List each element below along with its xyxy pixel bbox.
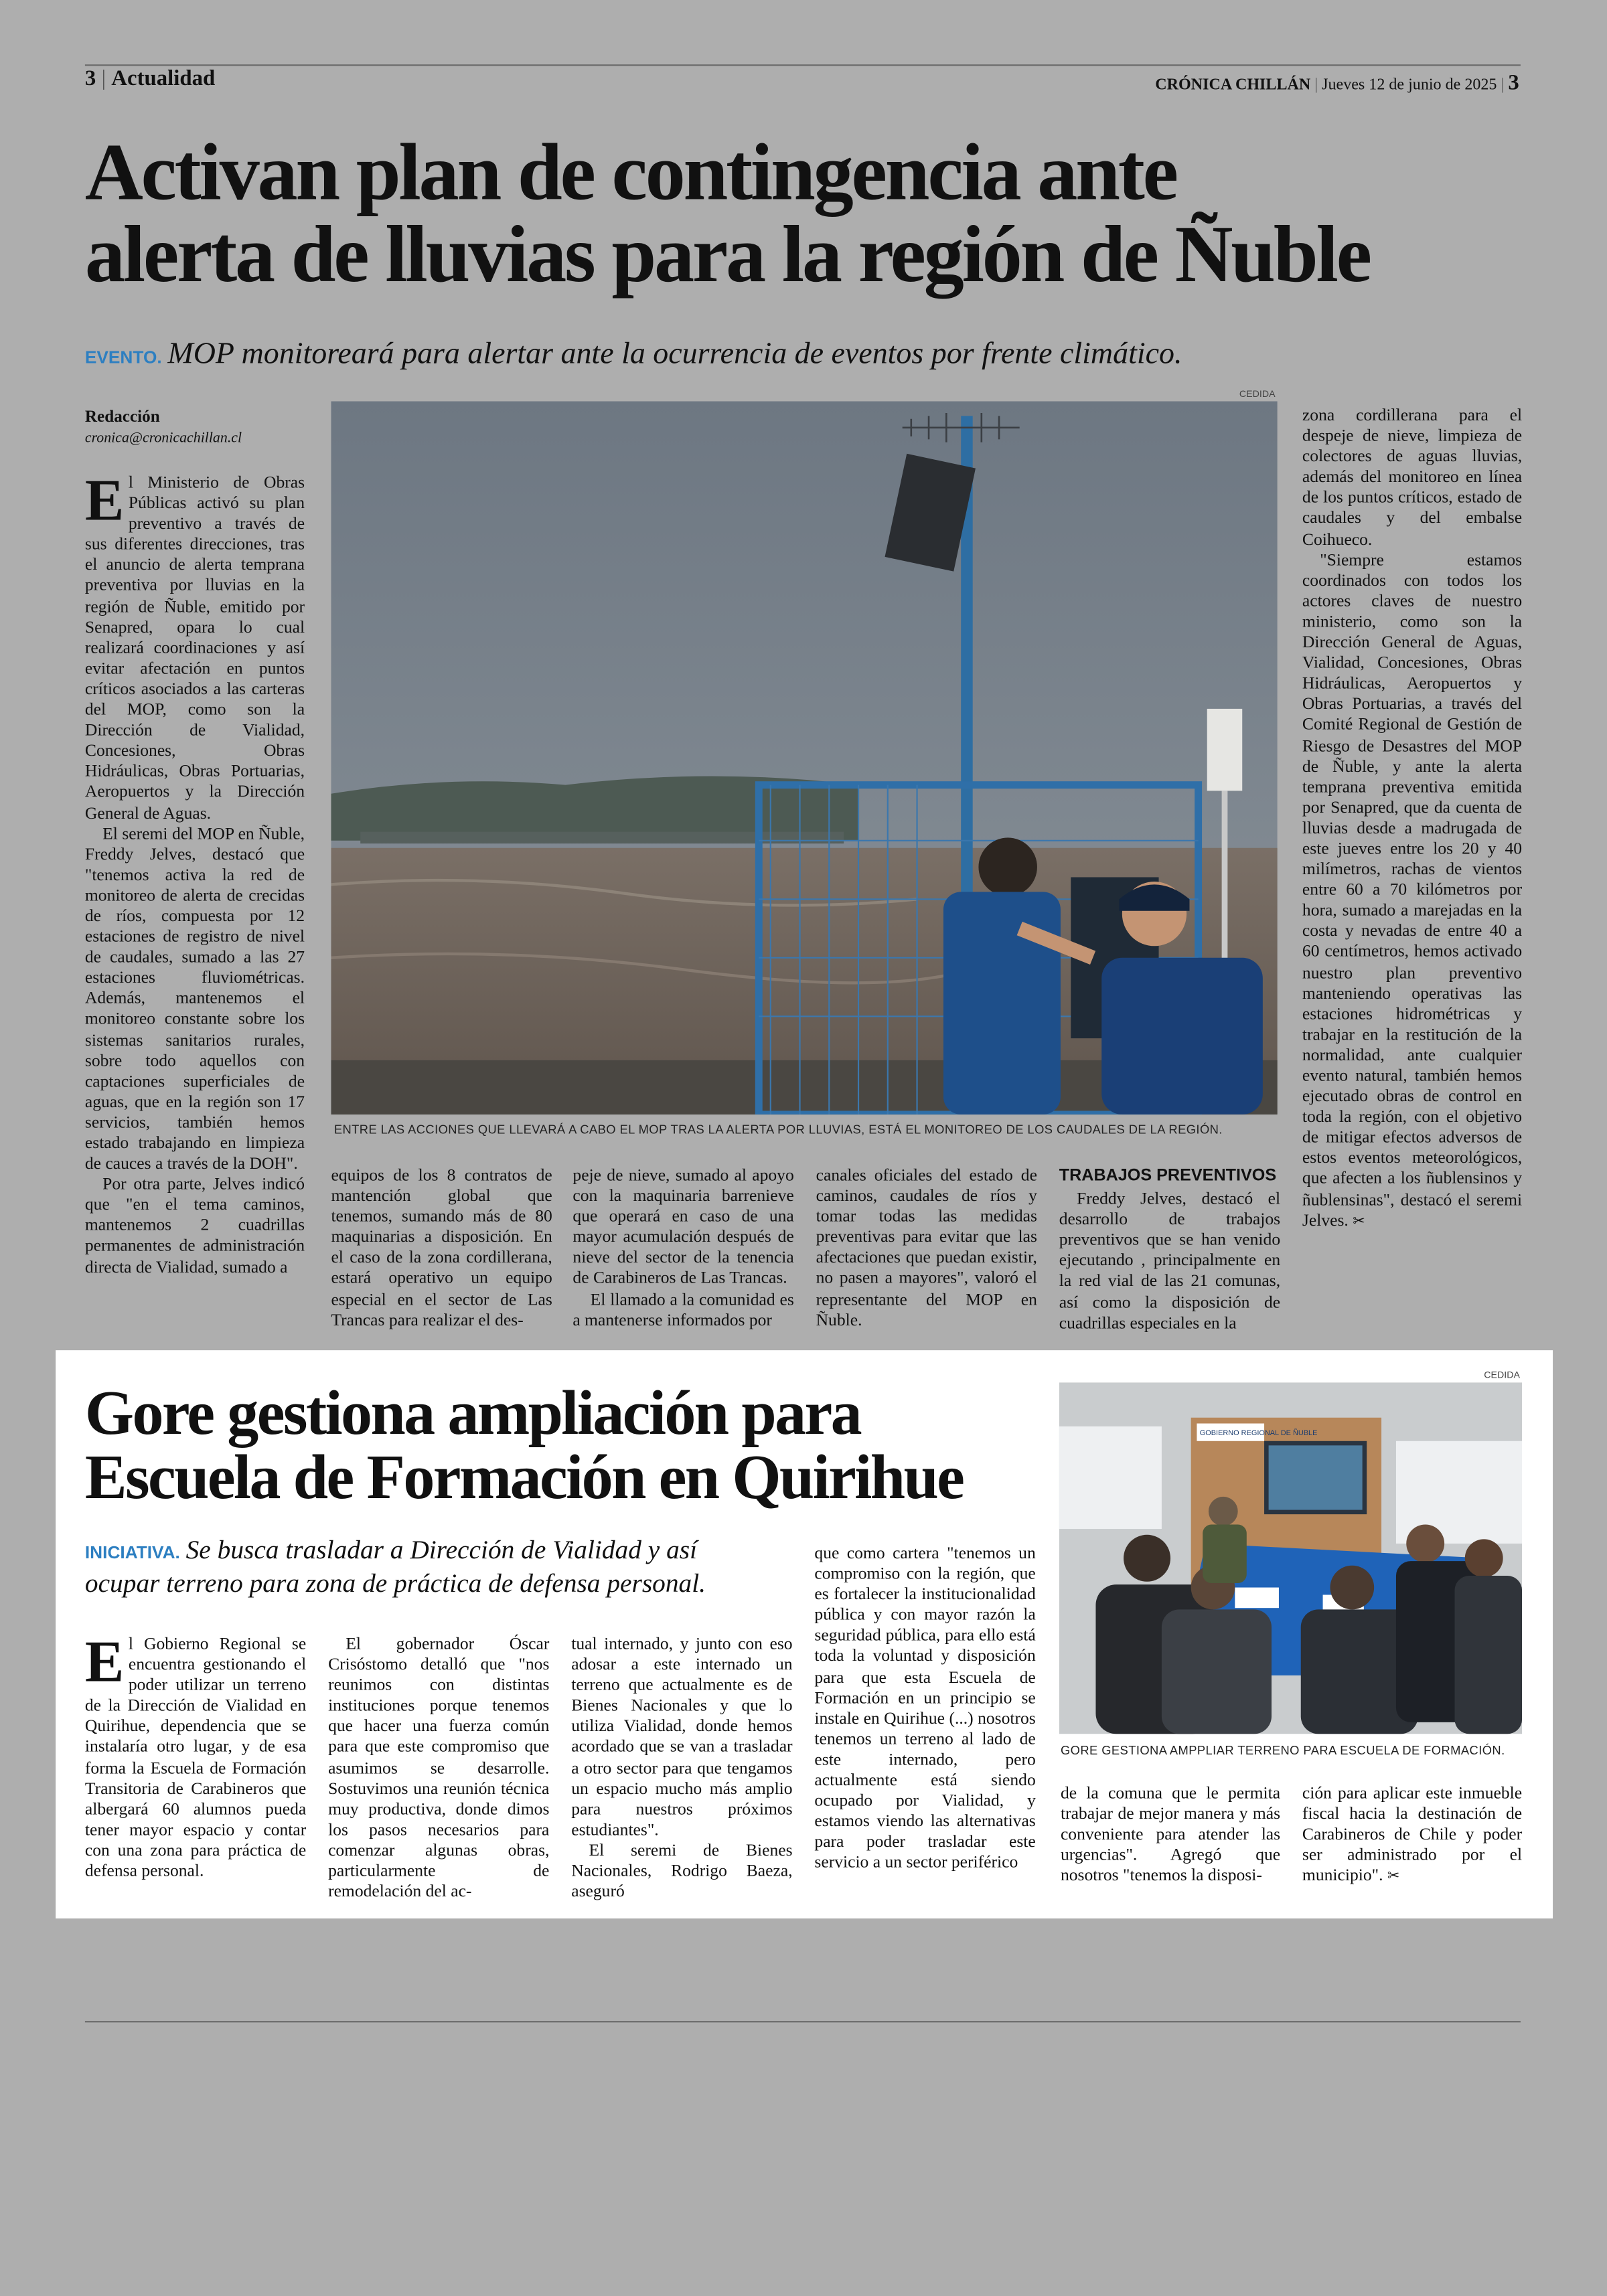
main-col-3: [572, 1165, 793, 1331]
second-end-mark: ✂: [1387, 1869, 1400, 1886]
main-col1-p1: l Ministerio de Obras Públicas activó su plan preventivo a través de sus diferentes direcciones, tras el anuncio de alerta temprana preventiva por lluvias en la región de Ñuble, emitido por Senapred, opara lo cual realizará coordinaciones y así evitar afectación en puntos críticos asociados a las carteras del MOP, como son la Dirección de Vialidad, Concesiones, Obras Hidráulicas, Obras Portuarias, Aeropuertos y la Dirección General de Aguas.: [84, 473, 305, 823]
main-photo-caption: ENTRE LAS ACCIONES QUE LLEVARÁ A CABO EL MOP TRAS LA ALERTA POR LLUVIAS, ESTÁ EL MONITOREO DE LOS CAUDALES DE LA REGIÓN.: [333, 1121, 1223, 1137]
main-col4-text: canales oficiales del estado de caminos, caudales de ríos y tomar todas las medidas preventivas para evitar que las afectaciones que puedan existir, no pasen a mayores", valoró el representante del MOP en Ñuble.: [816, 1165, 1037, 1329]
top-rule: [85, 64, 1521, 66]
second-col6-text: ción para aplicar este inmueble fiscal hacia la destinación de Carabineros de Chile y poder ser administrado por el municipio".: [1302, 1783, 1523, 1886]
second-col-3: [571, 1635, 792, 1903]
main-col3-p2: El llamado a la comunidad es a mantenerse informados por: [572, 1289, 794, 1329]
second-deck-line1: Se busca trasladar a Dirección de Vialidad y así: [185, 1534, 698, 1564]
main-end-mark: ✂: [1353, 1213, 1365, 1230]
second-col2-text: El gobernador Óscar Crisóstomo detalló que "nos reunimos con distintas instituciones porque tenemos que hacer una fuerza común para que este compromiso que asumimos se desarrolle. Sostuvimos una reunión técnica muy productiva, donde dimos los pasos necesarios para comenzar algunas obras, particularmente de remodelación del ac-: [328, 1634, 550, 1902]
main-col3-p1: peje de nieve, sumado al apoyo con la maquinaria barrenieve que operará en caso de una mayor acumulación después de nieve del sector de la tenencia de Carabineros de Las Trancas.: [572, 1165, 794, 1289]
main-col6-p1: zona cordillerana para el despeje de nieve, limpieza de colectores de aguas lluvias, además del monitoreo en línea de los puntos críticos, estado de caudales y del embalse Coihueco.: [1302, 406, 1523, 549]
main-col-2: [331, 1165, 552, 1331]
main-deck-text: MOP monitoreará para alertar ante la ocurrencia de eventos por frente climático.: [167, 335, 1182, 371]
issue-date: Jueves 12 de junio de 2025: [1322, 76, 1497, 94]
main-photo-credit: CEDIDA: [1239, 389, 1276, 400]
second-kicker: INICIATIVA.: [84, 1542, 180, 1563]
main-headline: [84, 127, 1370, 299]
second-col1-text: l Gobierno Regional se encuentra gestionando el poder utilizar un terreno de la Dirección de Vialidad en Quirihue, dependencia que se instalaría otro lugar, y de esa forma la Escuela de Formación Transitoria de Carabineros que albergará 60 alumnos pueda tener mayor espacio y contar con una zona para práctica de defensa personal.: [84, 1634, 307, 1881]
main-col2-text: equipos de los 8 contratos de mantención global que tenemos, sumando más de 80 maquinarias a disposición. En el caso de la zona cordillerana, estará operativo un equipo especial en el sector de Las Trancas para realizar el des-: [331, 1165, 552, 1329]
main-headline-line2: alerta de lluvias para la región de Ñuble: [84, 210, 1370, 299]
main-subhead: TRABAJOS PREVENTIVOS: [1059, 1167, 1277, 1185]
banner-text: GOBIERNO REGIONAL DE ÑUBLE: [1199, 1429, 1318, 1438]
second-drop-cap: E: [84, 1628, 125, 1695]
main-col1-p3: Por otra parte, Jelves indicó que "en el tema caminos, mantenemos 2 cuadrillas permanentes de administración directa de Vialidad, sumado a: [84, 1175, 305, 1277]
byline-email[interactable]: cronica@cronicachillan.cl: [84, 430, 242, 447]
second-col-6: [1302, 1784, 1522, 1888]
main-col1-p2: El seremi del MOP en Ñuble, Freddy Jelves, destacó que "tenemos activa la red de monitoreo de alerta de crecidas de ríos, compuesta por 12 estaciones de registro de nivel de caudales, sumado a las 27 estaciones fluviométricas. Además, mantenemos el monitoreo constante sobre los sistemas sanitarios rurales, sobre todo aquellos con captaciones superficiales de aguas, que en la región son 17 servicios, también hemos estado trabajando en limpieza de cauces a través de la DOH".: [84, 823, 305, 1173]
second-col-2: [328, 1635, 549, 1903]
byline: Redacción: [84, 408, 160, 426]
main-col5-text: Freddy Jelves, destacó el desarrollo de trabajos preventivos que se han venido ejecutando , principalmente en la red vial de las 21 comunas, así como la disposición de cuadrillas especiales en la: [1059, 1189, 1281, 1333]
second-headline: [84, 1379, 964, 1513]
second-col5-text: de la comuna que le permita trabajar de mejor manera y más conveniente para atender las urgencias". Agregó que nosotros "tenemos la disposi-: [1060, 1783, 1281, 1886]
second-headline-line1: Gore gestiona ampliación para: [84, 1379, 861, 1449]
main-col-5: [1059, 1165, 1280, 1333]
second-photo: [1059, 1382, 1522, 1734]
section-header: 3 | Actualidad: [84, 67, 216, 91]
publication-name: CRÓNICA CHILLÁN: [1155, 76, 1311, 94]
main-deck: [85, 335, 1535, 372]
second-col-1: [84, 1628, 307, 1882]
second-col3-p1: tual internado, y junto con eso adosar a este internado un terreno que actualmente es de Bienes Nacionales y que lo utiliza Vialidad, donde hemos acordado que se van a trasladar a otro sector para que tengamos un espacio mucho más amplio para nuestros próximos estudiantes".: [571, 1634, 793, 1839]
main-col-6: [1302, 406, 1522, 1233]
publication-header: CRÓNICA CHILLÁN | Jueves 12 de junio de 2025 | 3: [1155, 72, 1519, 96]
second-deck: [85, 1535, 818, 1599]
main-col6-p2: "Siempre estamos coordinados con todos los actores claves de nuestro ministerio, como son la Dirección General de Aguas, Vialidad, Concesiones, Obras Hidráulicas, Aeropuertos y Obras Portuarias, a través del Comité Regional de Gestión de Riesgo de Desastres del MOP de Ñuble, y ante la alerta temprana preventiva emitida por Senapred, que da cuenta de lluvias desde a madrugada de este jueves entre los 20 y 40 milímetros, rachas de vientos entre 60 a 70 kilómetros por hora, sumado a marejadas en la costa y nevadas de entre 40 a 60 centímetros, hemos activado nuestro plan preventivo manteniendo operativas las estaciones hidrométricas y trabajar en la restitución de la normalidad, ante cualquier evento natural, también hemos ejecutado obras de control en toda la región, con el objetivo de mitigar efectos adversos de estos eventos meteorológicos, que afecten a los ñublensinos y ñublensinas", destacó el seremi Jelves.: [1302, 550, 1523, 1230]
second-col4-text: que como cartera "tenemos un compromiso con la región, que es fortalecer la institucionalidad pública y con mayor razón la seguridad pública, para ello está toda la voluntad y disposición para que esta Escuela de Formación en un principio se instale en Quirihue (...) nosotros tenemos un terreno al lado de este internado, pero actualmente está siendo ocupado por Vialidad, y estamos viendo las alternativas para poder trasladar este servicio a un sector periférico: [814, 1543, 1036, 1872]
bottom-rule: [85, 2021, 1521, 2022]
second-deck-line2: ocupar terreno para zona de práctica de defensa personal.: [84, 1568, 706, 1598]
main-photo: [331, 401, 1277, 1114]
page-number-right: 3: [1508, 72, 1519, 96]
page-number: 3: [84, 67, 96, 91]
second-col-5: [1061, 1784, 1280, 1887]
second-headline-line2: Escuela de Formación en Quirihue: [84, 1443, 964, 1513]
main-headline-line1: Activan plan de contingencia ante: [84, 127, 1176, 217]
main-kicker: EVENTO.: [84, 347, 162, 368]
main-col-1: [84, 467, 305, 1279]
second-col-4: [814, 1544, 1035, 1874]
river-monitoring-photo: [331, 401, 1277, 1114]
section-name: Actualidad: [111, 67, 216, 91]
second-photo-credit: CEDIDA: [1484, 1370, 1520, 1382]
second-col3-p2: El seremi de Bienes Nacionales, Rodrigo Baeza, aseguró: [571, 1840, 793, 1902]
meeting-photo: [1059, 1382, 1522, 1734]
second-photo-caption: GORE GESTIONA AMPPLIAR TERRENO PARA ESCUELA DE FORMACIÓN.: [1060, 1742, 1505, 1758]
main-col-4: [816, 1165, 1037, 1331]
second-story-box: [56, 1350, 1553, 1918]
main-drop-cap: E: [84, 467, 125, 534]
